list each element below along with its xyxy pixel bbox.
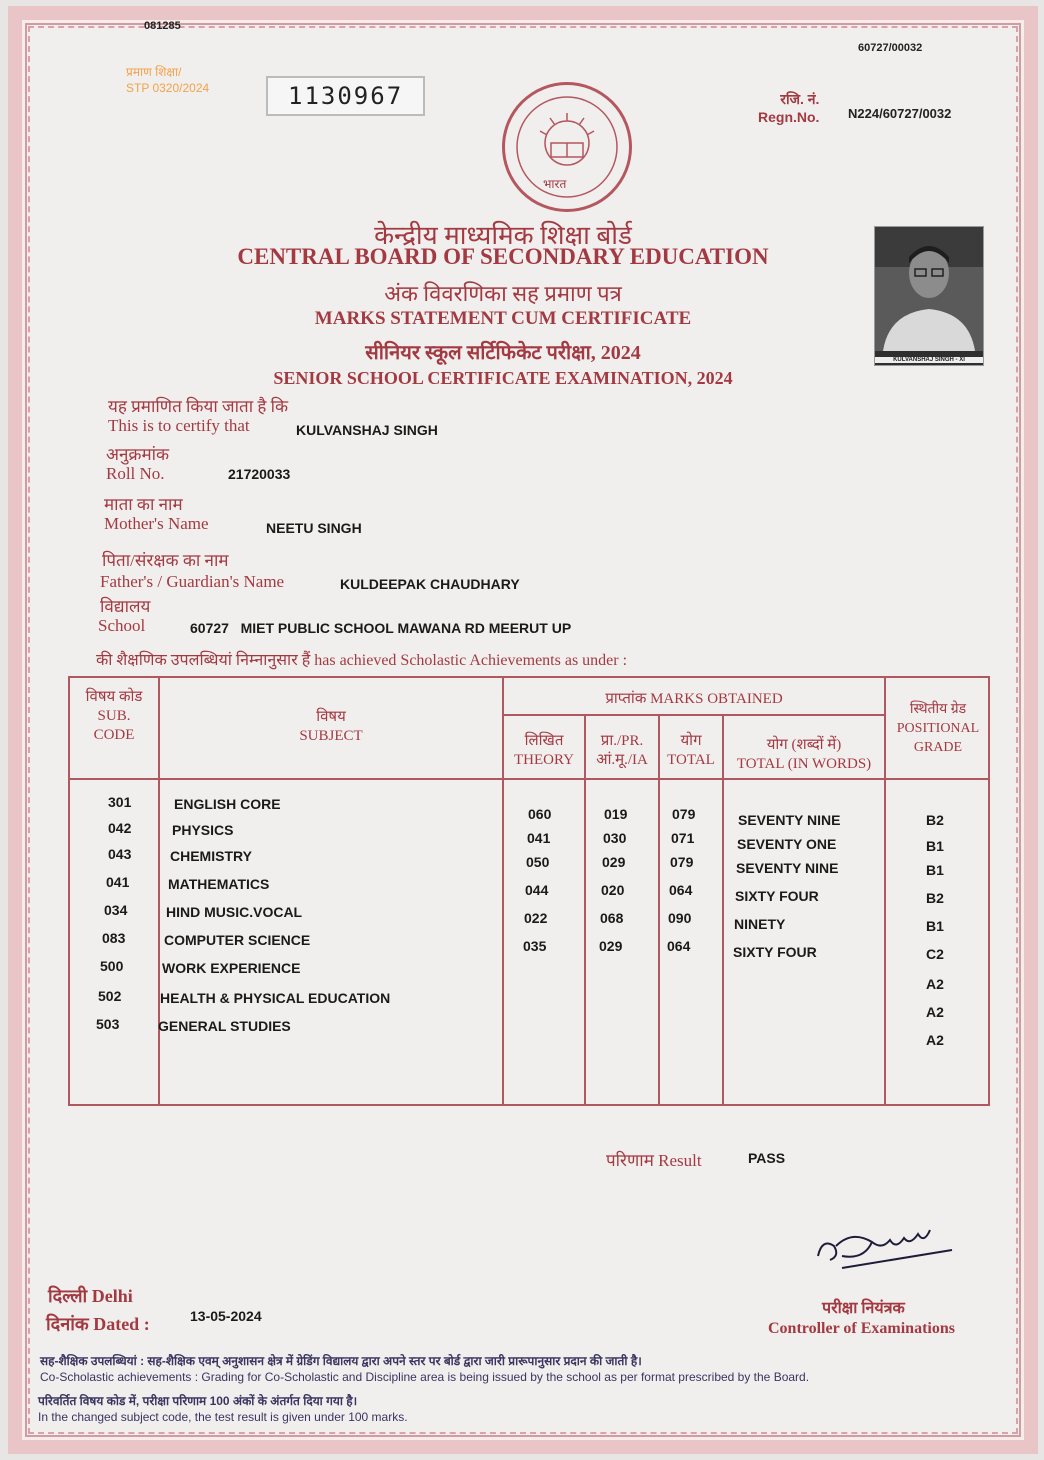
student-photo bbox=[874, 226, 984, 366]
subject-name: HIND MUSIC.VOCAL bbox=[166, 904, 303, 920]
certify-label-hindi: यह प्रमाणित किया जाता है कि bbox=[108, 397, 289, 416]
theory-marks: 022 bbox=[524, 910, 548, 926]
controller-signature bbox=[812, 1216, 962, 1276]
positional-grade: A2 bbox=[926, 1032, 944, 1048]
subject-name: HEALTH & PHYSICAL EDUCATION bbox=[160, 990, 391, 1006]
total-in-words: SEVENTY NINE bbox=[736, 860, 839, 876]
footnote-hindi-2: परिवर्तित विषय कोड में, परीक्षा परिणाम 100 अंकों के अंतर्गत दिया गया है। bbox=[38, 1394, 358, 1408]
serial-number: 1130967 bbox=[266, 76, 425, 116]
theory-marks: 044 bbox=[525, 882, 549, 898]
total-in-words: NINETY bbox=[734, 916, 786, 932]
total-in-words: SIXTY FOUR bbox=[735, 888, 819, 904]
subject-code: 301 bbox=[108, 794, 132, 810]
student-name: KULVANSHAJ SINGH bbox=[296, 422, 438, 438]
total-in-words: SEVENTY ONE bbox=[737, 836, 837, 852]
theory-marks: 035 bbox=[523, 938, 547, 954]
roll-label-hindi: अनुक्रमांक bbox=[106, 445, 170, 464]
footnote-english-1: Co-Scholastic achievements : Grading for Co-Scholastic and Discipline area is being issued by the school as per format prescribed by the Board. bbox=[40, 1370, 810, 1384]
cbse-seal bbox=[502, 82, 632, 212]
regn-labels: रजि. नं. Regn.No. bbox=[758, 91, 820, 125]
roll-label-english: Roll No. bbox=[106, 464, 165, 483]
positional-grade: B2 bbox=[926, 812, 944, 828]
mother-name: NEETU SINGH bbox=[266, 520, 362, 536]
achievements-intro: की शैक्षणिक उपलब्धियां निम्नानुसार हैं has achieved Scholastic Achievements as under : bbox=[96, 652, 628, 669]
total-marks: 079 bbox=[670, 854, 694, 870]
subject-code: 034 bbox=[104, 902, 128, 918]
positional-grade: B1 bbox=[926, 918, 944, 934]
practical-marks: 030 bbox=[603, 830, 627, 846]
positional-grade: A2 bbox=[926, 1004, 944, 1020]
theory-marks: 050 bbox=[526, 854, 550, 870]
subject-code: 083 bbox=[102, 930, 126, 946]
controller-label-english: Controller of Examinations bbox=[768, 1320, 955, 1337]
board-title-hindi: केन्द्रीय माध्यमिक शिक्षा बोर्ड bbox=[374, 221, 632, 250]
controller-label-hindi: परीक्षा नियंत्रक bbox=[822, 1300, 905, 1317]
school-label-english: School bbox=[98, 616, 146, 635]
total-marks: 071 bbox=[671, 830, 695, 846]
board-title-english: CENTRAL BOARD OF SECONDARY EDUCATION bbox=[237, 244, 769, 269]
mother-label-hindi: माता का नाम bbox=[104, 495, 183, 514]
father-name: KULDEEPAK CHAUDHARY bbox=[340, 576, 520, 592]
header-total: योग TOTAL bbox=[667, 733, 715, 768]
orange-handwritten-note: प्रमाण शिक्षा/ STP 0320/2024 bbox=[126, 65, 210, 95]
regn-number: N224/60727/0032 bbox=[848, 106, 952, 121]
header-total-words: योग (शब्दों में) TOTAL (IN WORDS) bbox=[736, 737, 872, 772]
subject-name: ENGLISH CORE bbox=[174, 796, 281, 812]
exam-title-english: SENIOR SCHOOL CERTIFICATE EXAMINATION, 2024 bbox=[273, 368, 733, 388]
header-theory: लिखित THEORY bbox=[514, 733, 574, 768]
photo-caption: KULVANSHAJ SINGH - XI bbox=[875, 357, 983, 363]
positional-grade: B1 bbox=[926, 862, 944, 878]
school-label-hindi: विद्यालय bbox=[100, 597, 151, 616]
footnote-hindi-1: सह-शैक्षिक उपलब्धियां : सह-शैक्षिक एवम् अनुशासन क्षेत्र में ग्रेडिंग विद्यालय द्वारा अपने स्तर पर बोर्ड द्वारा जारी प्रारूपानुसार प्रदान की जाती है। bbox=[40, 1354, 642, 1368]
subject-name: CHEMISTRY bbox=[170, 848, 252, 864]
certify-label-english: This is to certify that bbox=[108, 416, 250, 435]
subject-code: 502 bbox=[98, 988, 122, 1004]
total-marks: 079 bbox=[672, 806, 696, 822]
exam-title-hindi: सीनियर स्कूल सर्टिफिकेट परीक्षा, 2024 bbox=[365, 342, 641, 364]
subject-name: PHYSICS bbox=[172, 822, 234, 838]
result-label: परिणाम Result bbox=[606, 1151, 702, 1170]
subject-code: 043 bbox=[108, 846, 132, 862]
subject-name: MATHEMATICS bbox=[168, 876, 270, 892]
header-practical: प्रा./PR. आं.मू./IA bbox=[596, 733, 648, 768]
subject-code: 503 bbox=[96, 1016, 120, 1032]
father-label-english: Father's / Guardian's Name bbox=[100, 572, 285, 591]
total-in-words: SEVENTY NINE bbox=[738, 812, 841, 828]
mother-label-english: Mother's Name bbox=[104, 514, 209, 533]
result-value: PASS bbox=[748, 1150, 786, 1166]
header-sub-code: विषय कोड SUB. CODE bbox=[85, 689, 143, 743]
footnote-english-2: In the changed subject code, the test result is given under 100 marks. bbox=[38, 1410, 408, 1424]
top-right-code: 60727/00032 bbox=[858, 42, 923, 54]
date-value: 13-05-2024 bbox=[190, 1308, 262, 1324]
theory-marks: 060 bbox=[528, 806, 552, 822]
place-label: दिल्ली Delhi bbox=[48, 1286, 133, 1306]
subject-name: GENERAL STUDIES bbox=[158, 1018, 291, 1034]
positional-grade: A2 bbox=[926, 976, 944, 992]
total-marks: 064 bbox=[667, 938, 691, 954]
total-marks: 064 bbox=[669, 882, 693, 898]
total-marks: 090 bbox=[668, 910, 692, 926]
top-left-code: 081285 bbox=[144, 20, 181, 32]
subject-code: 500 bbox=[100, 958, 124, 974]
total-in-words: SIXTY FOUR bbox=[733, 944, 817, 960]
date-label: दिनांक Dated : bbox=[46, 1314, 150, 1334]
subject-code: 042 bbox=[108, 820, 132, 836]
positional-grade: B2 bbox=[926, 890, 944, 906]
practical-marks: 019 bbox=[604, 806, 628, 822]
doc-title-hindi: अंक विवरणिका सह प्रमाण पत्र bbox=[384, 281, 622, 306]
positional-grade: B1 bbox=[926, 838, 944, 854]
school-name: 60727 MIET PUBLIC SCHOOL MAWANA RD MEERUT UP bbox=[190, 620, 572, 636]
certificate-paper bbox=[8, 6, 1038, 1454]
practical-marks: 029 bbox=[599, 938, 623, 954]
subject-name: COMPUTER SCIENCE bbox=[164, 932, 311, 948]
cbse-emblem-icon bbox=[505, 85, 629, 209]
seal-text-bharat: भारत bbox=[543, 177, 567, 191]
roll-number: 21720033 bbox=[228, 466, 291, 482]
positional-grade: C2 bbox=[926, 946, 944, 962]
practical-marks: 020 bbox=[601, 882, 625, 898]
subject-code: 041 bbox=[106, 874, 130, 890]
header-positional-grade: स्थितीय ग्रेड POSITIONAL GRADE bbox=[896, 702, 980, 755]
practical-marks: 068 bbox=[600, 910, 624, 926]
student-portrait-icon bbox=[875, 227, 983, 351]
subject-name: WORK EXPERIENCE bbox=[162, 960, 301, 976]
header-marks-obtained: प्राप्तांक MARKS OBTAINED bbox=[605, 691, 783, 707]
theory-marks: 041 bbox=[527, 830, 551, 846]
practical-marks: 029 bbox=[602, 854, 626, 870]
doc-title-english: MARKS STATEMENT CUM CERTIFICATE bbox=[314, 308, 692, 329]
father-label-hindi: पिता/संरक्षक का नाम bbox=[102, 551, 229, 570]
header-subject: विषय SUBJECT bbox=[299, 709, 363, 744]
